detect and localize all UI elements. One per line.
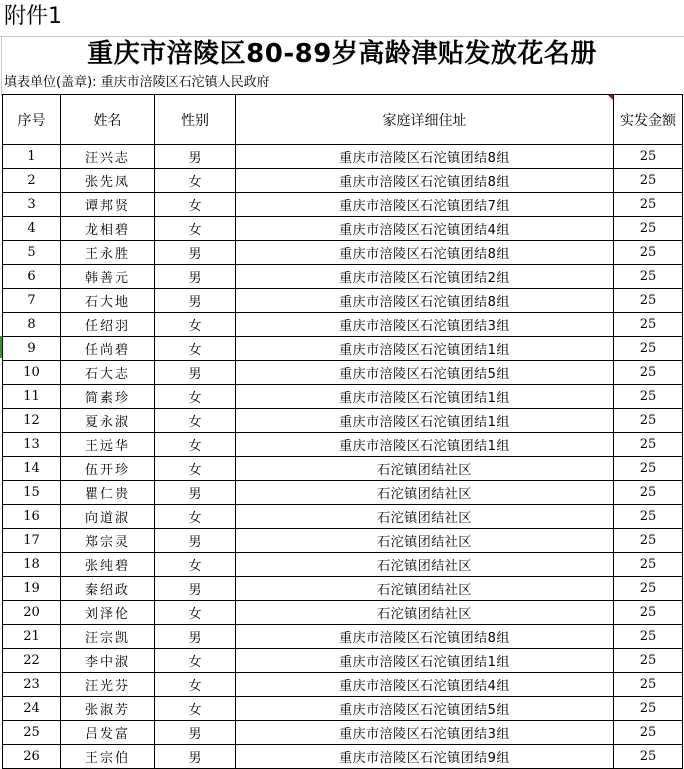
cell-amount: 25 xyxy=(614,697,683,721)
cell-name: 韩善元 xyxy=(61,265,155,289)
cell-address: 重庆市涪陵区石沱镇团结5组 xyxy=(236,697,614,721)
cell-address: 重庆市涪陵区石沱镇团结1组 xyxy=(236,433,614,457)
cell-sex: 女 xyxy=(155,601,236,625)
cell-no: 6 xyxy=(3,265,61,289)
header-name: 姓名 xyxy=(61,95,155,145)
cell-sex: 女 xyxy=(155,409,236,433)
cell-name: 夏永淑 xyxy=(61,409,155,433)
cell-address: 重庆市涪陵区石沱镇团结1组 xyxy=(236,649,614,673)
cell-address: 重庆市涪陵区石沱镇团结2组 xyxy=(236,265,614,289)
header-address xyxy=(236,95,614,145)
cell-no: 12 xyxy=(3,409,61,433)
table-row xyxy=(3,649,683,673)
cell-no: 7 xyxy=(3,289,61,313)
cell-sex: 女 xyxy=(155,505,236,529)
cell-amount: 25 xyxy=(614,265,683,289)
cell-no: 1 xyxy=(3,145,61,169)
table-header-row xyxy=(3,95,683,145)
table-row xyxy=(3,145,683,169)
cell-address: 重庆市涪陵区石沱镇团结3组 xyxy=(236,721,614,745)
cell-no: 9 xyxy=(3,337,61,361)
cell-amount: 25 xyxy=(614,385,683,409)
cell-amount: 25 xyxy=(614,553,683,577)
cell-amount: 25 xyxy=(614,313,683,337)
cell-address: 石沱镇团结社区 xyxy=(236,529,614,553)
cell-address: 重庆市涪陵区石沱镇团结1组 xyxy=(236,385,614,409)
table-row xyxy=(3,313,683,337)
table-row xyxy=(3,385,683,409)
cell-sex: 女 xyxy=(155,457,236,481)
header-amount: 实发金额 xyxy=(614,95,683,145)
cell-sex: 女 xyxy=(155,697,236,721)
cell-sex: 女 xyxy=(155,385,236,409)
document-title: 重庆市涪陵区80-89岁高龄津贴发放花名册 xyxy=(87,39,597,69)
cell-sex: 男 xyxy=(155,145,236,169)
cell-no: 5 xyxy=(3,241,61,265)
cell-sex: 女 xyxy=(155,313,236,337)
cell-no: 22 xyxy=(3,649,61,673)
cell-name: 汪光芬 xyxy=(61,673,155,697)
cell-sex: 男 xyxy=(155,289,236,313)
table-row xyxy=(3,457,683,481)
cell-address: 重庆市涪陵区石沱镇团结1组 xyxy=(236,337,614,361)
cell-amount: 25 xyxy=(614,505,683,529)
filling-unit: 填表单位(盖章): 重庆市涪陵区石沱镇人民政府 xyxy=(4,75,270,90)
cell-amount: 25 xyxy=(614,745,683,769)
cell-sex: 女 xyxy=(155,649,236,673)
cell-amount: 25 xyxy=(614,481,683,505)
cell-sex: 男 xyxy=(155,481,236,505)
cell-address: 重庆市涪陵区石沱镇团结1组 xyxy=(236,409,614,433)
cell-no: 19 xyxy=(3,577,61,601)
cell-name: 刘泽伦 xyxy=(61,601,155,625)
cell-no: 11 xyxy=(3,385,61,409)
table-row xyxy=(3,265,683,289)
cell-no: 24 xyxy=(3,697,61,721)
cell-sex: 女 xyxy=(155,433,236,457)
cell-name: 李中淑 xyxy=(61,649,155,673)
cell-sex: 男 xyxy=(155,241,236,265)
cell-amount: 25 xyxy=(614,145,683,169)
cell-address: 重庆市涪陵区石沱镇团结7组 xyxy=(236,193,614,217)
cell-name: 张先凤 xyxy=(61,169,155,193)
cell-sex: 女 xyxy=(155,217,236,241)
table-row xyxy=(3,217,683,241)
cell-name: 王远华 xyxy=(61,433,155,457)
cell-address: 重庆市涪陵区石沱镇团结5组 xyxy=(236,361,614,385)
cell-no: 17 xyxy=(3,529,61,553)
cell-no: 4 xyxy=(3,217,61,241)
table-row xyxy=(3,481,683,505)
cell-address: 重庆市涪陵区石沱镇团结9组 xyxy=(236,745,614,769)
cell-address: 重庆市涪陵区石沱镇团结8组 xyxy=(236,145,614,169)
table-row xyxy=(3,553,683,577)
cell-address: 石沱镇团结社区 xyxy=(236,577,614,601)
cell-sex: 男 xyxy=(155,625,236,649)
cell-sex: 男 xyxy=(155,529,236,553)
cell-sex: 男 xyxy=(155,721,236,745)
cell-name: 郑宗灵 xyxy=(61,529,155,553)
cell-name: 秦绍政 xyxy=(61,577,155,601)
table-row xyxy=(3,721,683,745)
table-row xyxy=(3,337,683,361)
cell-amount: 25 xyxy=(614,241,683,265)
roster-table xyxy=(2,94,683,769)
cell-no: 16 xyxy=(3,505,61,529)
cell-name: 任尚碧 xyxy=(61,337,155,361)
table-row xyxy=(3,241,683,265)
table-row xyxy=(3,169,683,193)
cell-name: 石大志 xyxy=(61,361,155,385)
cell-no: 23 xyxy=(3,673,61,697)
cell-address: 石沱镇团结社区 xyxy=(236,481,614,505)
table-row xyxy=(3,577,683,601)
header-no: 序号 xyxy=(3,95,61,145)
table-row xyxy=(3,505,683,529)
cell-no: 14 xyxy=(3,457,61,481)
table-row xyxy=(3,601,683,625)
attachment-label: 附件1 xyxy=(4,4,62,29)
cell-address: 重庆市涪陵区石沱镇团结8组 xyxy=(236,169,614,193)
cell-amount: 25 xyxy=(614,673,683,697)
cell-name: 向道淑 xyxy=(61,505,155,529)
cell-address: 石沱镇团结社区 xyxy=(236,505,614,529)
cell-address: 重庆市涪陵区石沱镇团结4组 xyxy=(236,673,614,697)
table-row xyxy=(3,673,683,697)
cell-no: 13 xyxy=(3,433,61,457)
cell-amount: 25 xyxy=(614,361,683,385)
cell-amount: 25 xyxy=(614,457,683,481)
cell-name: 伍开珍 xyxy=(61,457,155,481)
cell-no: 26 xyxy=(3,745,61,769)
cell-address: 重庆市涪陵区石沱镇团结8组 xyxy=(236,241,614,265)
cell-no: 20 xyxy=(3,601,61,625)
table-row xyxy=(3,289,683,313)
cell-amount: 25 xyxy=(614,169,683,193)
header-address-text: 家庭详细住址 xyxy=(382,112,467,129)
cell-name: 石大地 xyxy=(61,289,155,313)
cell-no: 18 xyxy=(3,553,61,577)
cell-amount: 25 xyxy=(614,529,683,553)
cell-amount: 25 xyxy=(614,217,683,241)
cell-name: 谭邦贤 xyxy=(61,193,155,217)
cell-no: 2 xyxy=(3,169,61,193)
cell-sex: 男 xyxy=(155,361,236,385)
cell-amount: 25 xyxy=(614,193,683,217)
cell-address: 重庆市涪陵区石沱镇团结8组 xyxy=(236,289,614,313)
cell-amount: 25 xyxy=(614,601,683,625)
cell-name: 王宗伯 xyxy=(61,745,155,769)
cell-address: 重庆市涪陵区石沱镇团结8组 xyxy=(236,625,614,649)
header-sex: 性别 xyxy=(155,95,236,145)
cell-name: 王永胜 xyxy=(61,241,155,265)
cell-name: 任绍羽 xyxy=(61,313,155,337)
cell-amount: 25 xyxy=(614,625,683,649)
table-row xyxy=(3,409,683,433)
table-row xyxy=(3,625,683,649)
cell-name: 汪兴志 xyxy=(61,145,155,169)
cell-no: 8 xyxy=(3,313,61,337)
table-row xyxy=(3,361,683,385)
cell-amount: 25 xyxy=(614,649,683,673)
cell-address: 重庆市涪陵区石沱镇团结4组 xyxy=(236,217,614,241)
cell-name: 汪宗凯 xyxy=(61,625,155,649)
cell-sex: 女 xyxy=(155,193,236,217)
cell-amount: 25 xyxy=(614,409,683,433)
cell-amount: 25 xyxy=(614,289,683,313)
cell-amount: 25 xyxy=(614,577,683,601)
table-row xyxy=(3,745,683,769)
cell-address: 重庆市涪陵区石沱镇团结3组 xyxy=(236,313,614,337)
cell-name: 简素珍 xyxy=(61,385,155,409)
cell-amount: 25 xyxy=(614,433,683,457)
comment-marker-icon xyxy=(608,95,613,100)
cell-name: 张淑芳 xyxy=(61,697,155,721)
table-row xyxy=(3,433,683,457)
cell-address: 石沱镇团结社区 xyxy=(236,553,614,577)
cell-sex: 女 xyxy=(155,337,236,361)
cell-sex: 女 xyxy=(155,553,236,577)
cell-sex: 女 xyxy=(155,673,236,697)
cell-sex: 男 xyxy=(155,265,236,289)
cell-name: 瞿仁贵 xyxy=(61,481,155,505)
cell-sex: 男 xyxy=(155,577,236,601)
cell-address: 石沱镇团结社区 xyxy=(236,457,614,481)
cell-address: 石沱镇团结社区 xyxy=(236,601,614,625)
cell-amount: 25 xyxy=(614,721,683,745)
cell-no: 15 xyxy=(3,481,61,505)
table-row xyxy=(3,193,683,217)
cell-no: 10 xyxy=(3,361,61,385)
cell-name: 张纯碧 xyxy=(61,553,155,577)
cell-sex: 男 xyxy=(155,745,236,769)
cell-no: 25 xyxy=(3,721,61,745)
cell-amount: 25 xyxy=(614,337,683,361)
table-row xyxy=(3,529,683,553)
cell-no: 21 xyxy=(3,625,61,649)
table-row xyxy=(3,697,683,721)
cell-sex: 女 xyxy=(155,169,236,193)
cell-no: 3 xyxy=(3,193,61,217)
cell-name: 龙相碧 xyxy=(61,217,155,241)
cell-name: 吕发富 xyxy=(61,721,155,745)
